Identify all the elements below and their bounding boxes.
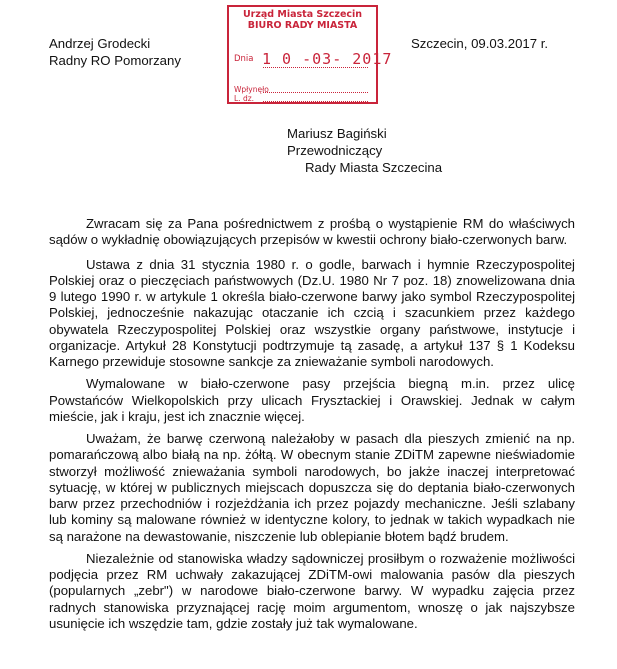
paragraph-proposal: Uważam, że barwę czerwoną należałoby w pasach dla pieszych zmienić na np. pomarańczową albo białą na np. żółtą. W obecnym stanie ZDiTM zapewne nieświadomie stworzył możliwość znieważania symboli narodowych, bo jakże inaczej interpretować sytuację, w której w publicznych miejscach dopuszcza się do deptania biało-czerwonych barw przez przechodniów i rozjeżdżania ich przez pojazdy mechaniczne. Jeśli szlabany lub kominy są malowane również w identyczne kolory, to jednak w takich wypadkach nie są narażone na dewastowanie, niszczenie lub oblepianie błotem bądź brudem. (49, 431, 575, 544)
sender-block (49, 36, 181, 69)
recipient-block (287, 125, 442, 176)
paragraph-request: Zwracam się za Pana pośrednictwem z prośbą o wystąpienie RM do właściwych sądów o wykładnię obowiązujących przepisów w kwestii ochrony biało-czerwonych barw. (49, 216, 575, 248)
stamp-reference-line (263, 101, 368, 102)
stamp-received-label: Wpłynęło (234, 85, 269, 94)
sender-role: Radny RO Pomorzany (49, 52, 181, 68)
stamp-header (229, 9, 376, 31)
sender-name: Andrzej Grodecki (49, 36, 151, 51)
recipient-title: Przewodniczący (287, 143, 383, 158)
stamp-office: Urząd Miasta Szczecin (242, 9, 363, 20)
paragraph-locations: Wymalowane w biało-czerwone pasy przejścia biegną m.in. przez ulicę Powstańców Wielkopolskich przy ulicach Frysztackiej i Orawskiej. Jednak w całym mieście, jak i kraju, jest ich znacznie więcej. (49, 376, 575, 424)
stamp-received-line (263, 92, 368, 93)
paragraph-legal-basis: Ustawa z dnia 31 stycznia 1980 r. o godle, barwach i hymnie Rzeczypospolitej Polskiej oraz o pieczęciach państwowych (Dz.U. 1980 Nr 7 poz. 18) znowelizowana dnia 9 lutego 1990 r. w artykule 1 określa biało-czerwone barwy jako symbol Rzeczypospolitej Polskiej, jednocześnie nakazując otaczanie ich czcią i szacunkiem przez każdego obywatela Rzeczypospolitej Polskiej oraz wszystkie organy państwowe, instytucje i organizacje. Artykuł 28 Konstytucji podtrzymuje tą zasadę, a artykuł 137 § 1 Kodeksu Karnego przewiduje stosowne sankcje za znieważanie symboli narodowych. (49, 256, 575, 369)
letter-body (49, 216, 575, 632)
received-stamp (227, 5, 393, 104)
stamp-reference-label: L. dz. (234, 94, 255, 103)
recipient-name: Mariusz Bagiński (287, 126, 387, 141)
recipient-body: Rady Miasta Szczecina (305, 160, 443, 175)
stamp-department: BIURO RADY MIASTA (247, 20, 358, 31)
stamp-date-label: Dnia (234, 54, 254, 64)
paragraph-conclusion: Niezależnie od stanowiska władzy sądowniczej prosiłbym o rozważenie możliwości podjęcia przez RM uchwały zakazującej ZDiTM-owi malowania pasów dla pieszych (popularnych „zebr") w narodowe biało-czerwone barwy. W wypadku zajęcia przez radnych stanowiska przyznającej rację moim argumentom, wnoszę o jak najszybsze usunięcie ich wszędzie tam, gdzie zostały już tak wymalowane. (49, 550, 575, 631)
stamp-date: 1 0 -03- 2017 (262, 50, 393, 68)
place-and-date: Szczecin, 09.03.2017 r. (411, 36, 549, 51)
stamp-date-line (263, 67, 368, 68)
